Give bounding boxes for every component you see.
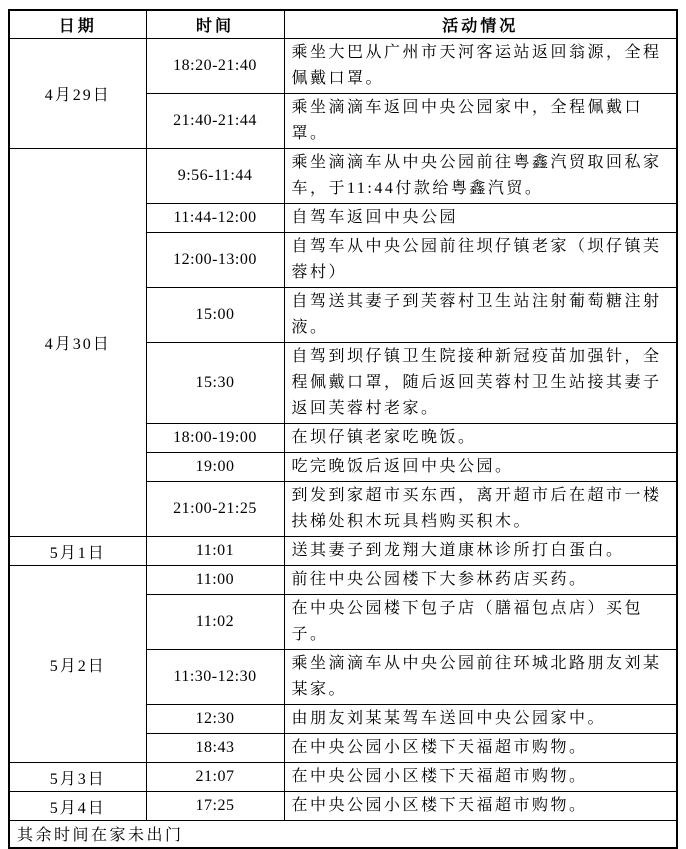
time-cell: 19:00 [146,453,284,482]
time-cell: 11:30-12:30 [146,650,284,705]
table-body [9,39,677,821]
activity-cell: 在坝仔镇老家吃晚饭。 [284,424,677,453]
activity-cell: 自驾车返回中央公园 [284,204,677,233]
activity-cell: 自驾送其妻子到芙蓉村卫生站注射葡萄糖注射液。 [284,288,677,343]
time-cell: 21:00-21:25 [146,482,284,537]
table-row [9,566,677,595]
activity-cell: 自驾车从中央公园前往坝仔镇老家（坝仔镇芙蓉村） [284,233,677,288]
header-activity: 活动情况 [284,10,677,39]
date-cell: 5月4日 [9,792,146,821]
time-cell: 9:56-11:44 [146,149,284,204]
time-cell: 11:01 [146,537,284,566]
time-cell: 12:00-13:00 [146,233,284,288]
activity-cell: 乘坐滴滴车返回中央公园家中，全程佩戴口罩。 [284,94,677,149]
date-cell: 5月2日 [9,566,146,763]
activity-cell: 自驾到坝仔镇卫生院接种新冠疫苗加强针，全程佩戴口罩，随后返回芙蓉村卫生站接其妻子返回芙蓉村老家。 [284,343,677,424]
time-cell: 11:44-12:00 [146,204,284,233]
header-time: 时间 [146,10,284,39]
date-cell: 4月30日 [9,149,146,537]
header-row [9,10,677,39]
activity-cell: 乘坐大巴从广州市天河客运站返回翁源，全程佩戴口罩。 [284,39,677,94]
activity-cell: 到发到家超市买东西，离开超市后在超市一楼扶梯处积木玩具档购买积木。 [284,482,677,537]
activity-cell: 在中央公园楼下包子店（膳福包点店）买包子。 [284,595,677,650]
time-cell: 15:30 [146,343,284,424]
activity-cell: 前往中央公园楼下大参林药店买药。 [284,566,677,595]
time-cell: 17:25 [146,792,284,821]
time-cell: 18:00-19:00 [146,424,284,453]
header-date: 日期 [9,10,146,39]
table-row [9,792,677,821]
activity-cell: 送其妻子到龙翔大道康林诊所打白蛋白。 [284,537,677,566]
time-cell: 21:40-21:44 [146,94,284,149]
date-cell: 4月29日 [9,39,146,149]
time-cell: 18:43 [146,734,284,763]
table-row [9,763,677,792]
activity-cell: 在中央公园小区楼下天福超市购物。 [284,792,677,821]
time-cell: 11:00 [146,566,284,595]
date-cell: 5月1日 [9,537,146,566]
time-cell: 21:07 [146,763,284,792]
time-cell: 18:20-21:40 [146,39,284,94]
date-cell: 5月3日 [9,763,146,792]
activity-cell: 由朋友刘某某驾车送回中央公园家中。 [284,705,677,734]
time-cell: 15:00 [146,288,284,343]
table-row [9,39,677,94]
activity-cell: 乘坐滴滴车从中央公园前往环城北路朋友刘某某家。 [284,650,677,705]
table-row [9,537,677,566]
time-cell: 12:30 [146,705,284,734]
activity-cell: 吃完晚饭后返回中央公园。 [284,453,677,482]
activity-cell: 乘坐滴滴车从中央公园前往粤鑫汽贸取回私家车，于11:44付款给粤鑫汽贸。 [284,149,677,204]
footer-row [9,821,677,848]
table-row [9,149,677,204]
footer-note: 其余时间在家未出门 [9,821,677,848]
itinerary-table [8,9,678,849]
time-cell: 11:02 [146,595,284,650]
activity-cell: 在中央公园小区楼下天福超市购物。 [284,763,677,792]
activity-cell: 在中央公园小区楼下天福超市购物。 [284,734,677,763]
